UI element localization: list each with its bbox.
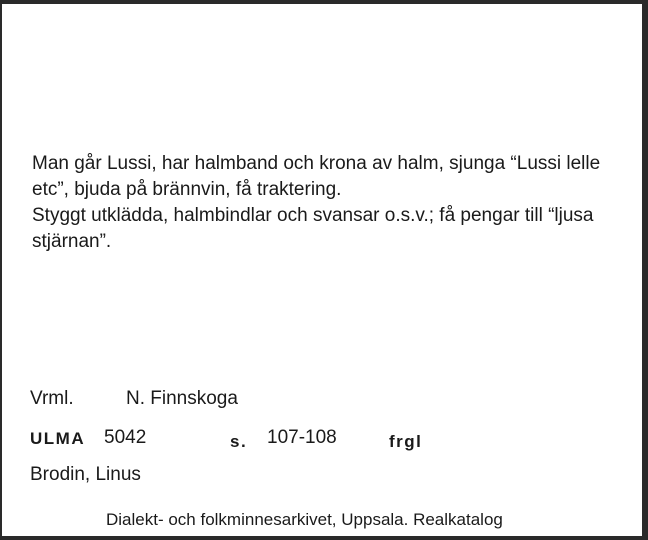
card-description — [32, 151, 612, 255]
place-name: N. Finnskoga — [126, 388, 238, 409]
page-label: s. — [230, 432, 248, 451]
page-range: 107-108 — [267, 427, 337, 448]
collector-name: Brodin, Linus — [30, 464, 141, 485]
description-paragraph-1: Man går Lussi, har halmband och krona av halm, sjunga “Lussi lelle etc”, bjuda på brännvin, få traktering. — [32, 153, 601, 200]
faint-watermark-text — [12, 299, 512, 389]
ulma-label: ULMA — [30, 429, 86, 448]
archive-card — [2, 4, 642, 536]
archive-footer: Dialekt- och folkminnesarkivet, Uppsala. Realkatalog — [106, 510, 503, 529]
description-paragraph-2: Styggt utklädda, halmbindlar och svansar o.s.v.; få pengar till “ljusa stjärnan”. — [32, 205, 594, 252]
ulma-number: 5042 — [104, 427, 147, 448]
vrml-label: Vrml. — [30, 388, 74, 409]
category-code: frgl — [389, 432, 423, 451]
